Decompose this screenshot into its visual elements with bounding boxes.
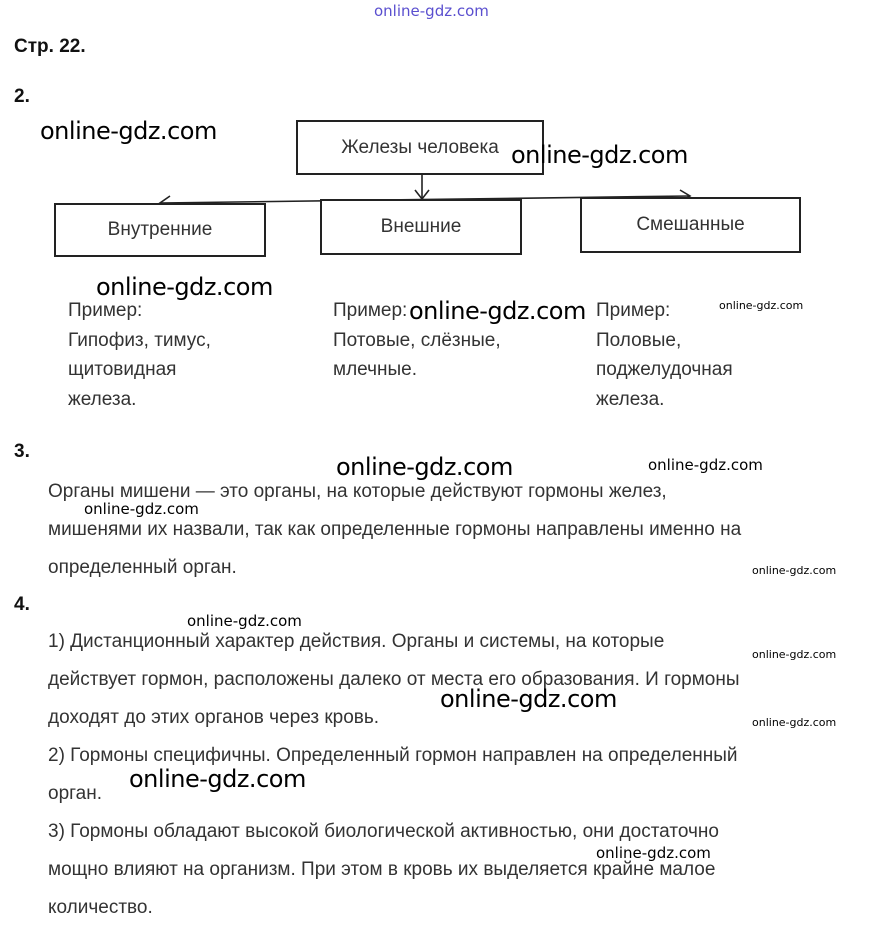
text-line: количество. xyxy=(48,897,153,918)
watermark: online-gdz.com xyxy=(752,648,837,661)
branch-label-external: Внешние xyxy=(380,216,462,237)
example-line: млечные. xyxy=(333,359,417,380)
watermark: online-gdz.com xyxy=(84,500,199,518)
text-line: мощно влияют на организм. При этом в кровь их выделяется крайне малое xyxy=(48,859,716,880)
text-line: мишенями их назвали, так как определенные гормоны направлены именно на xyxy=(48,519,742,540)
watermark: online-gdz.com xyxy=(129,765,306,793)
diagram-root-label: Железы человека xyxy=(341,136,499,158)
watermark: online-gdz.com xyxy=(409,297,586,325)
example-line: Пример: xyxy=(68,300,143,321)
example-line: поджелудочная xyxy=(596,359,733,380)
text-line: определенный орган. xyxy=(48,557,237,578)
example-line: Гипофиз, тимус, xyxy=(68,329,211,351)
text-line: доходят до этих органов через кровь. xyxy=(48,707,380,728)
diagram-root-box xyxy=(296,120,544,175)
watermark: online-gdz.com xyxy=(648,456,763,474)
example-line: щитовидная xyxy=(68,359,177,380)
text-line: 3) Гормоны обладают высокой биологической активностью, они достаточно xyxy=(48,821,719,842)
example-line: Пример: xyxy=(333,300,408,321)
example-line: Половые, xyxy=(596,329,682,351)
diagram-branch-internal xyxy=(54,203,266,257)
task-2-number: 2. xyxy=(14,86,30,107)
example-line: Потовые, слёзные, xyxy=(333,329,501,351)
watermark: online-gdz.com xyxy=(96,273,273,301)
text-line: 2) Гормоны специфичны. Определенный гормон направлен на определенный xyxy=(48,745,738,766)
example-line: железа. xyxy=(68,388,137,410)
text-line: действует гормон, расположены далеко от места его образования. И гормоны xyxy=(48,669,740,690)
task-3-text xyxy=(48,473,741,587)
branch-label-mixed: Смешанные xyxy=(636,214,745,235)
example-internal xyxy=(68,296,211,414)
text-line: орган. xyxy=(48,783,102,804)
example-line: Пример: xyxy=(596,300,671,321)
watermark: online-gdz.com xyxy=(440,685,617,713)
task-3-number: 3. xyxy=(14,441,30,462)
watermark: online-gdz.com xyxy=(752,716,837,729)
task-4-number: 4. xyxy=(14,594,30,615)
example-line: железа. xyxy=(596,388,665,410)
page-number: Стр. 22. xyxy=(14,36,86,57)
watermark: online-gdz.com xyxy=(752,564,837,577)
example-mixed xyxy=(596,296,733,414)
watermark-top: online-gdz.com xyxy=(374,2,489,20)
branch-label-internal: Внутренние xyxy=(107,219,213,240)
watermark: online-gdz.com xyxy=(719,299,804,312)
diagram-branch-mixed xyxy=(580,197,801,253)
watermark: online-gdz.com xyxy=(596,844,711,862)
text-line: Органы мишени — это органы, на которые действуют гормоны желез, xyxy=(48,481,667,502)
watermark: online-gdz.com xyxy=(40,117,217,145)
watermark: online-gdz.com xyxy=(336,453,513,481)
text-line: 1) Дистанционный характер действия. Органы и системы, на которые xyxy=(48,631,665,652)
watermark: online-gdz.com xyxy=(187,612,302,630)
diagram-branch-external xyxy=(320,199,522,255)
watermark: online-gdz.com xyxy=(511,141,688,169)
